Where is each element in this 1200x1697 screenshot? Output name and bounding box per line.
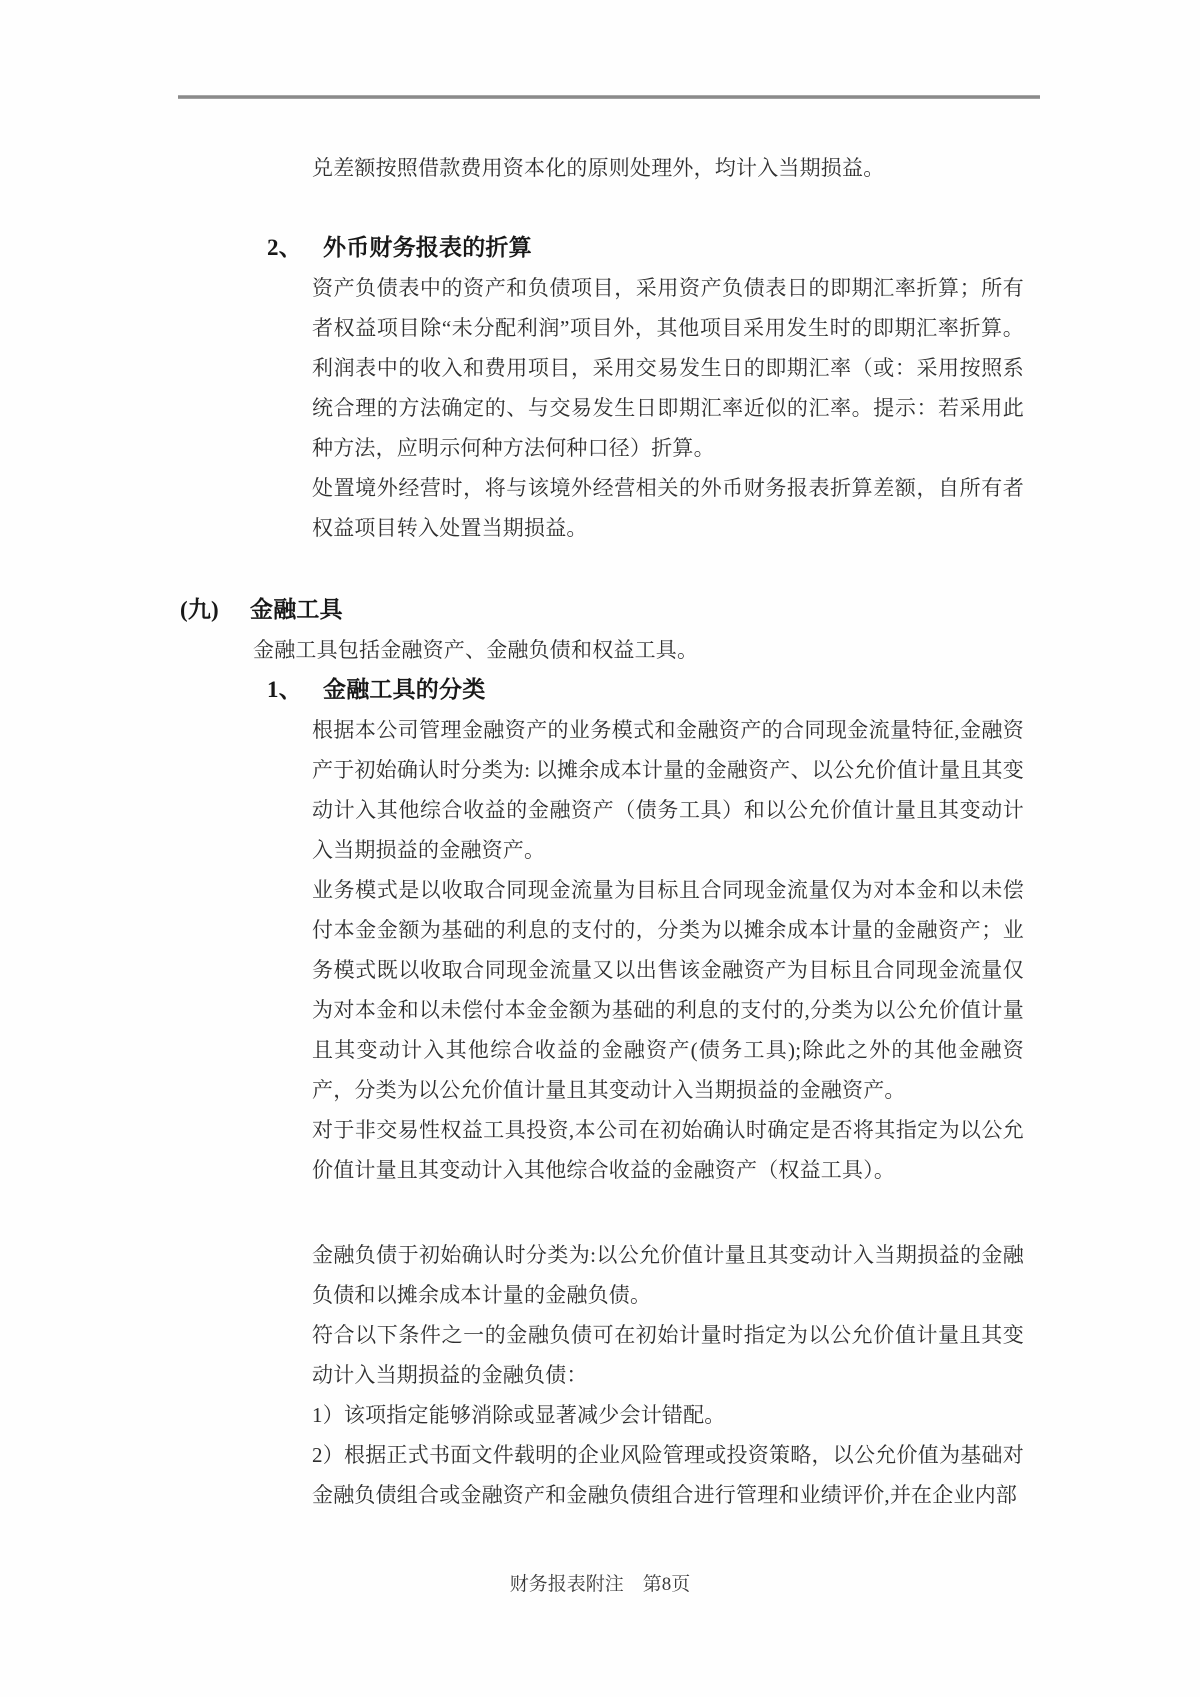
document-content	[178, 148, 1024, 1515]
paragraph-exchange-difference: 兑差额按照借款费用资本化的原则处理外，均计入当期损益。	[312, 156, 885, 180]
heading-number: 1、	[267, 677, 302, 702]
heading-title: 金融工具	[250, 597, 343, 622]
paragraph-condition-1: 1）该项指定能够消除或显著减少会计错配。	[312, 1403, 726, 1427]
header-rule	[178, 95, 1040, 99]
section-heading-financial-instruments	[180, 590, 1024, 630]
footer-text: 财务报表附注 第8页	[509, 1574, 691, 1595]
paragraph-equity-designation: 对于非交易性权益工具投资,本公司在初始确认时确定是否将其指定为以公允价值计量且其变动计入其他综合收益的金融资产（权益工具）。	[312, 1118, 1024, 1182]
paragraph-fi-intro: 金融工具包括金融资产、金融负债和权益工具。	[253, 638, 699, 662]
paragraph-condition-2: 2）根据正式书面文件载明的企业风险管理或投资策略，以公允价值为基础对金融负债组合或金融资产和金融负债组合进行管理和业绩评价,并在企业内部	[312, 1443, 1024, 1507]
paragraph-liability-condition-intro: 符合以下条件之一的金融负债可在初始计量时指定为以公允价值计量且其变动计入当期损益的金融负债：	[312, 1323, 1024, 1387]
paragraph-liability-classification: 金融负债于初始确认时分类为:以公允价值计量且其变动计入当期损益的金融负债和以摊余成本计量的金融负债。	[312, 1243, 1024, 1307]
paragraph-business-model: 业务模式是以收取合同现金流量为目标且合同现金流量仅为对本金和以未偿付本金金额为基础的利息的支付的，分类为以摊余成本计量的金融资产；业务模式既以收取合同现金流量又以出售该金融资产为目标且合同现金流量仅为对本金和以未偿付本金金额为基础的利息的支付的,分类为以公允价值计量且其变动计入其他综合收益的金融资产(债务工具);除此之外的其他金融资产，分类为以公允价值计量且其变动计入当期损益的金融资产。	[312, 878, 1024, 1102]
paragraph-fx-disposal: 处置境外经营时，将与该境外经营相关的外币财务报表折算差额，自所有者权益项目转入处置当期损益。	[312, 476, 1024, 540]
heading-number: 2、	[267, 235, 302, 260]
page-footer	[0, 1565, 1200, 1605]
section-heading-fx-translation	[267, 228, 1024, 268]
heading-number: (九)	[180, 597, 219, 622]
section-heading-fi-classification	[267, 670, 1024, 710]
paragraph-fx-translation-method: 资产负债表中的资产和负债项目，采用资产负债表日的即期汇率折算；所有者权益项目除“未分配利润”项目外，其他项目采用发生时的即期汇率折算。利润表中的收入和费用项目，采用交易发生日的即期汇率（或：采用按照系统合理的方法确定的、与交易发生日即期汇率近似的汇率。提示：若采用此种方法，应明示何种方法何种口径）折算。	[312, 276, 1024, 460]
heading-title: 外币财务报表的折算	[323, 235, 532, 260]
heading-title: 金融工具的分类	[323, 677, 486, 702]
paragraph-classification-basis: 根据本公司管理金融资产的业务模式和金融资产的合同现金流量特征,金融资产于初始确认时分类为: 以摊余成本计量的金融资产、以公允价值计量且其变动计入其他综合收益的金融资产（债务工具）和以公允价值计量且其变动计入当期损益的金融资产。	[312, 718, 1024, 862]
